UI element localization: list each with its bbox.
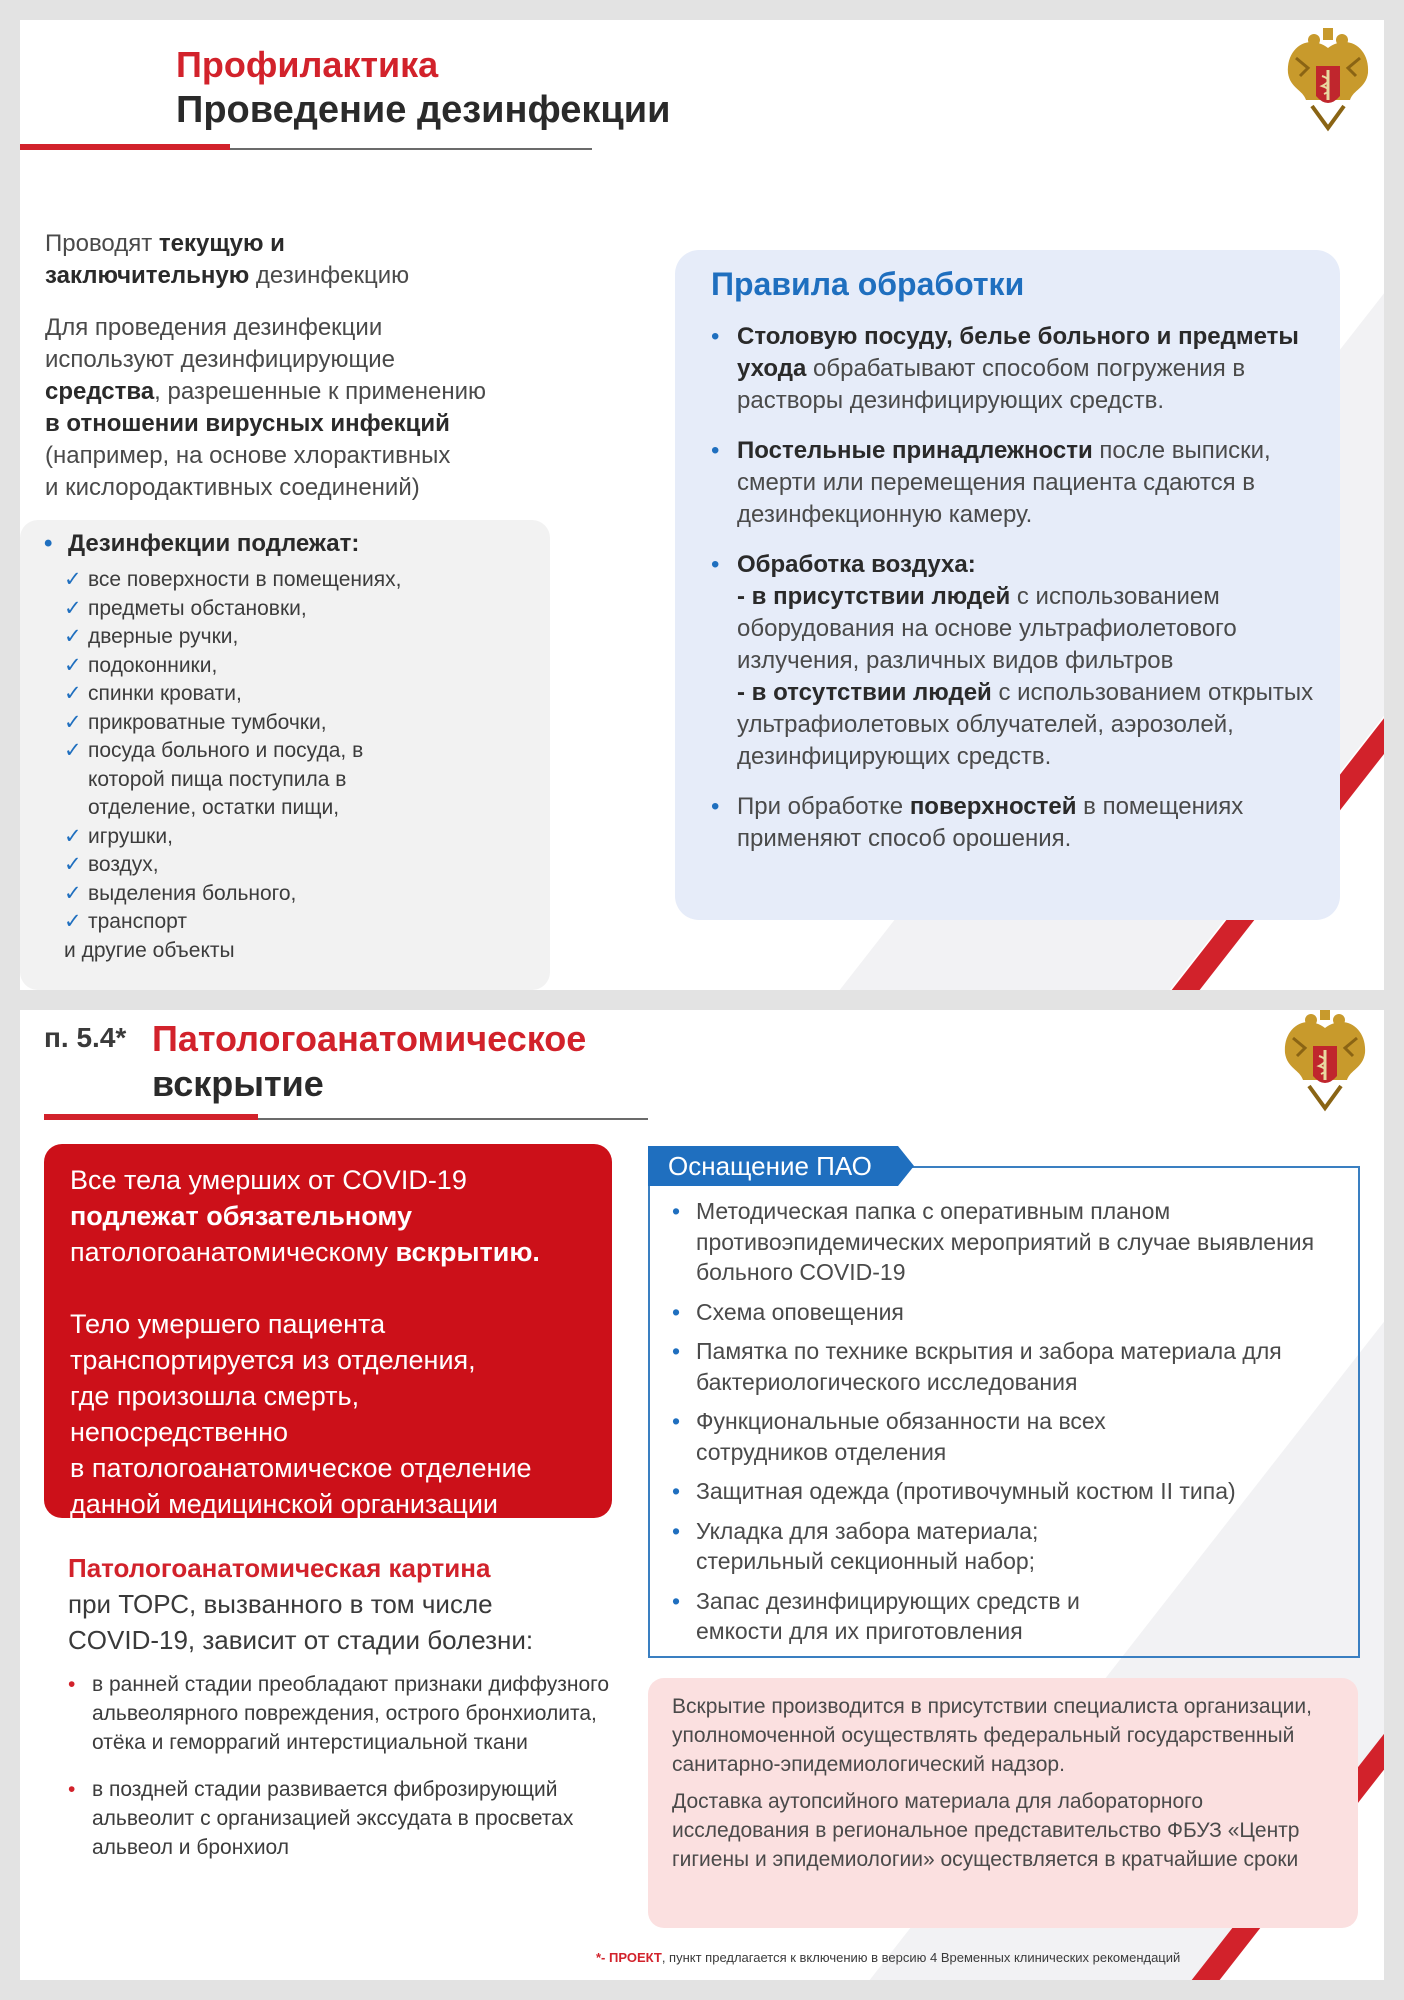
intro-paragraph-1: Проводят текущую и заключительную дезинфекцию: [45, 230, 410, 289]
disease-stage-list: [68, 1670, 638, 1862]
list-item: • в поздней стадии развивается фиброзирующий альвеолит с организацией экссудата в просветах альвеол и бронхиол: [68, 1775, 638, 1862]
list-item: ✓ игрушки,: [64, 823, 544, 852]
requirement-paragraph-2: Тело умершего пациента транспортируется из отделения, где произошла смерть, непосредственно в патологоанатомическое отделение данной медицинской организации: [70, 1309, 532, 1519]
list-item: ✓ предметы обстановки,: [64, 595, 544, 624]
list-item: • Защитная одежда (противочумный костюм II типа): [672, 1476, 1332, 1507]
autopsy-note: Вскрытие производится в присутствии специалиста организации, уполномоченной осуществлять федеральный государственный санитарно-эпидемиологический надзор.: [672, 1695, 1312, 1776]
intro-paragraph-2: Для проведения дезинфекции используют дезинфицирующие средства, разрешенные к применению в отношении вирусных инфекций (например, на основе хлорактивных и кислородактивных соединений): [45, 314, 487, 501]
pathology-picture-line: COVID-19, зависит от стадии болезни:: [68, 1625, 534, 1655]
disinfection-objects-box: [20, 520, 550, 990]
list-item: ✓ воздух,: [64, 851, 544, 880]
checkmark-icon: ✓: [64, 824, 82, 848]
coat-of-arms-emblem: [1275, 1010, 1375, 1116]
page-title-red: Патологоанатомическое: [152, 1018, 587, 1059]
title-underline: [230, 148, 592, 150]
slide-disinfection: [20, 20, 1384, 990]
list-item: ✓ все поверхности в помещениях,: [64, 566, 544, 595]
rule-item: • Столовую посуду, белье больного и предметы ухода обрабатывают способом погружения в растворы дезинфицирующих средств.: [711, 321, 1321, 417]
checkmark-icon: ✓: [64, 881, 82, 905]
page-title: вскрытие: [152, 1063, 324, 1104]
autopsy-note: Доставка аутопсийного материала для лабораторного исследования в региональное представительство ФБУЗ «Центр гигиены и эпидемиологии» осуществляется в кратчайшие сроки: [672, 1790, 1300, 1871]
list-item: ✓ посуда больного и посуда, в которой пища поступила в отделение, остатки пищи,: [64, 739, 364, 819]
checkmark-icon: ✓: [64, 739, 82, 762]
checkmark-icon: ✓: [64, 625, 82, 648]
page-title: Проведение дезинфекции: [176, 89, 671, 131]
pathology-picture-section: [68, 1550, 638, 1880]
list-item: • Запас дезинфицирующих средств и емкости для их приготовления: [672, 1586, 1116, 1647]
autopsy-requirement-box: [44, 1144, 612, 1518]
equipment-tab: Оснащение ПАО: [648, 1146, 898, 1186]
disinfection-objects-heading: • Дезинфекции подлежат:: [44, 530, 544, 558]
rule-item: • Постельные принадлежности после выписки, смерти или перемещения пациента сдаются в дезинфекционную камеру.: [711, 435, 1321, 531]
title-underline: [258, 1118, 648, 1120]
footnote: *- ПРОЕКТ, пункт предлагается к включению в версию 4 Временных клинических рекомендаций: [596, 1950, 1181, 1965]
list-item: • Схема оповещения: [672, 1297, 1332, 1328]
checkmark-icon: ✓: [64, 853, 82, 876]
list-item: ✓ транспорт: [64, 908, 544, 937]
list-item: ✓ выделения больного,: [64, 880, 544, 909]
list-item: ✓ прикроватные тумбочки,: [64, 709, 544, 738]
processing-rules-list: [711, 321, 1321, 855]
checkmark-icon: ✓: [64, 653, 82, 677]
processing-rules-title: Правила обработки: [711, 266, 1025, 302]
list-item: ✓ дверные ручки,: [64, 623, 544, 652]
equipment-box: [648, 1151, 1360, 1658]
list-item: • в ранней стадии преобладают признаки диффузного альвеолярного повреждения, острого бронхиолита, отёка и геморрагий интерстициальной ткани: [68, 1670, 638, 1757]
title-underline-red: [44, 1114, 258, 1120]
list-item: ✓ спинки кровати,: [64, 680, 544, 709]
disinfection-objects-list: [64, 566, 544, 937]
list-item: • Памятка по технике вскрытия и забора материала для бактериологического исследования: [672, 1336, 1332, 1397]
disinfection-objects-tail: и другие объекты: [64, 938, 235, 962]
checkmark-icon: ✓: [64, 568, 82, 591]
checkmark-icon: ✓: [64, 710, 82, 734]
title-underline-red: [20, 144, 230, 150]
list-item: ✓ подоконники,: [64, 652, 544, 681]
autopsy-notes-box: [648, 1678, 1358, 1928]
checkmark-icon: ✓: [64, 910, 82, 933]
page-title-red: Профилактика: [176, 44, 439, 85]
rule-item: • При обработке поверхностей в помещениях применяют способ орошения.: [711, 791, 1321, 855]
pathology-picture-heading: Патологоанатомическая картина: [68, 1553, 491, 1583]
requirement-paragraph-1: Все тела умерших от COVID-19 подлежат обязательному патологоанатомическому вскрытию.: [70, 1165, 540, 1267]
coat-of-arms-emblem: [1278, 28, 1378, 136]
pathology-picture-line: при ТОРС, вызванного в том числе: [68, 1589, 493, 1619]
checkmark-icon: ✓: [64, 596, 82, 620]
rule-item: • Обработка воздуха: - в присутствии людей с использованием оборудования на основе ультрафиолетового излучения, различных видов фильтров - в отсутствии людей с использованием открытых ультрафиолетовых облучателей, аэрозолей, дезинфицирующих средств.: [711, 549, 1321, 773]
processing-rules-box: [675, 250, 1340, 920]
checkmark-icon: ✓: [64, 682, 82, 705]
equipment-list: [672, 1196, 1332, 1647]
list-item: • Функциональные обязанности на всех сотрудников отделения: [672, 1406, 1116, 1467]
list-item: • Методическая папка с оперативным планом противоэпидемических мероприятий в случае выявления больного COVID-19: [672, 1196, 1332, 1288]
slide-autopsy: [20, 1010, 1384, 1980]
section-number: п. 5.4*: [44, 1022, 127, 1053]
list-item: • Укладка для забора материала; стерильный секционный набор;: [672, 1516, 1116, 1577]
